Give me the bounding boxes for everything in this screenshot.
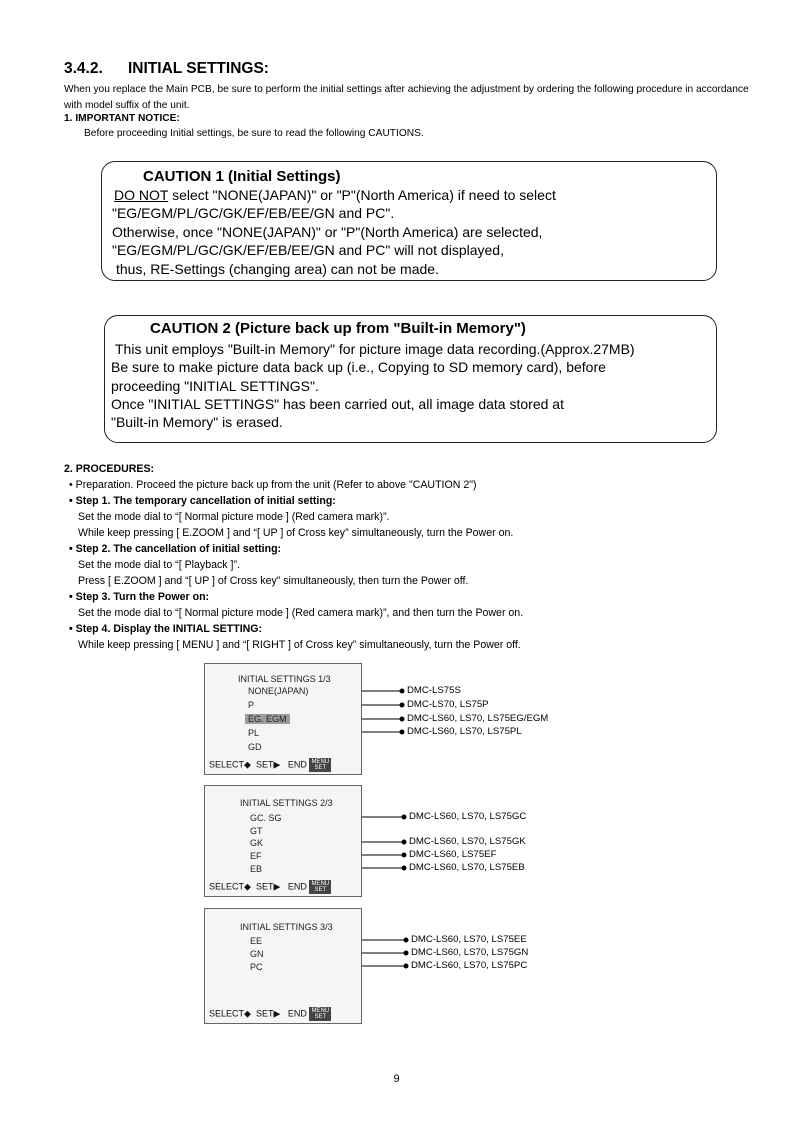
step-2-line-2: Press [ E.ZOOM ] and “[ UP ] of Cross key” simultaneously, then turn the Power off. xyxy=(78,575,469,587)
settings-screen-2 xyxy=(204,785,362,897)
model-label: DMC-LS60, LS70, LS75GK xyxy=(409,836,526,847)
connector-dot xyxy=(400,730,404,734)
model-label: DMC-LS60, LS70, LS75GN xyxy=(411,947,529,958)
model-label: DMC-LS60, LS70, LS75EB xyxy=(409,862,525,873)
connector-dot xyxy=(400,689,404,693)
screen-2-title: INITIAL SETTINGS 2/3 xyxy=(240,798,333,808)
caution-1-line-3: Otherwise, once "NONE(JAPAN)" or "P"(North America) are selected, xyxy=(112,224,543,240)
page-number: 9 xyxy=(393,1073,400,1085)
model-label: DMC-LS60, LS70, LS75GC xyxy=(409,811,527,822)
step-3-line-1: Set the mode dial to “[ Normal picture mode ] (Red camera mark)”, and then turn the Power on. xyxy=(78,607,524,619)
model-label: DMC-LS75S xyxy=(407,685,461,696)
connector-dot xyxy=(402,866,406,870)
option-none-japan: NONE(JAPAN) xyxy=(248,686,309,696)
option-pl: PL xyxy=(248,728,260,738)
menu-set-badge: MENU SET xyxy=(311,759,330,771)
settings-screen-1 xyxy=(204,663,362,775)
caution-1-line-5: thus, RE-Settings (changing area) can not be made. xyxy=(116,261,439,277)
option-pc: PC xyxy=(250,962,263,972)
step-4-line-1: While keep pressing [ MENU ] and “[ RIGHT ] of Cross key” simultaneously, turn the Power off. xyxy=(78,639,521,651)
screen-3-title: INITIAL SETTINGS 3/3 xyxy=(240,922,333,932)
option-eg-egm: EG. EGM xyxy=(245,714,290,724)
model-label: DMC-LS60, LS70, LS75EG/EGM xyxy=(407,713,549,724)
connector-dot xyxy=(404,938,408,942)
section-title: INITIAL SETTINGS: xyxy=(128,60,269,77)
connector-dot xyxy=(404,964,408,968)
step-4-heading: • Step 4. Display the INITIAL SETTING: xyxy=(69,623,263,635)
option-gk: GK xyxy=(250,838,264,848)
caution-2-line-5: "Built-in Memory" is erased. xyxy=(111,414,283,430)
notice-heading: 1. IMPORTANT NOTICE: xyxy=(64,113,180,124)
option-gc-sg: GC. SG xyxy=(250,813,282,823)
screen-2-footer: SELECT◆ SET▶ END MENU SET xyxy=(209,881,330,893)
option-gn: GN xyxy=(250,949,264,959)
step-2-heading: • Step 2. The cancellation of initial setting: xyxy=(69,543,282,555)
notice-text: Before proceeding Initial settings, be sure to read the following CAUTIONS. xyxy=(84,128,424,139)
model-label: DMC-LS60, LS70, LS75EE xyxy=(411,934,527,945)
caution-2-line-1: This unit employs "Built-in Memory" for picture image data recording.(Approx.27MB) xyxy=(115,341,635,357)
step-1-line-2: While keep pressing [ E.ZOOM ] and “[ UP ] of Cross key” simultaneously, turn the Power on. xyxy=(78,527,514,539)
procedures-heading: 2. PROCEDURES: xyxy=(64,463,155,475)
connector-dot xyxy=(402,815,406,819)
connector-dot xyxy=(400,703,404,707)
intro-text: When you replace the Main PCB, be sure to perform the initial settings after achieving the adjustment by ordering the following procedure in accordance with model suffix of the unit. xyxy=(64,84,749,111)
option-ee: EE xyxy=(250,936,263,946)
option-ef: EF xyxy=(250,851,262,861)
caution-2-line-3: proceeding "INITIAL SETTINGS". xyxy=(111,378,319,394)
screen-1-footer: SELECT◆ SET▶ END MENU SET xyxy=(209,759,330,771)
connector-dot xyxy=(402,840,406,844)
step-1-line-1: Set the mode dial to “[ Normal picture mode ] (Red camera mark)”. xyxy=(78,511,390,523)
procedure-prep: • Preparation. Proceed the picture back up from the unit (Refer to above "CAUTION 2") xyxy=(69,479,477,491)
model-label: DMC-LS60, LS75EF xyxy=(409,849,497,860)
section-number: 3.4.2. xyxy=(64,60,103,77)
connector-dot xyxy=(400,717,404,721)
caution-1-line-2: "EG/EGM/PL/GC/GK/EF/EB/EE/GN and PC". xyxy=(112,205,395,221)
screen-3-footer: SELECT◆ SET▶ END MENU SET xyxy=(209,1008,330,1020)
caution-1-do-not: DO NOT xyxy=(114,187,169,203)
caution-1-line-1: DO NOT select "NONE(JAPAN)" or "P"(North America) if need to select xyxy=(114,187,556,203)
screen-1-title: INITIAL SETTINGS 1/3 xyxy=(238,674,331,684)
step-1-heading: • Step 1. The temporary cancellation of initial setting: xyxy=(69,495,336,507)
caution-2-title: CAUTION 2 (Picture back up from "Built-in Memory") xyxy=(150,320,526,337)
caution-2-line-4: Once "INITIAL SETTINGS" has been carried out, all image data stored at xyxy=(111,396,564,412)
model-label: DMC-LS60, LS70, LS75PL xyxy=(407,726,522,737)
option-gd: GD xyxy=(248,742,262,752)
option-p: P xyxy=(248,700,255,710)
option-gt: GT xyxy=(250,826,263,836)
step-2-line-1: Set the mode dial to “[ Playback ]”. xyxy=(78,559,240,571)
caution-1-line-4: "EG/EGM/PL/GC/GK/EF/EB/EE/GN and PC" will not displayed, xyxy=(112,242,504,258)
menu-set-badge: MENU SET xyxy=(311,881,330,893)
menu-set-badge: MENU SET xyxy=(311,1008,330,1020)
caution-2-line-2: Be sure to make picture data back up (i.e., Copying to SD memory card), before xyxy=(111,359,606,375)
option-eb: EB xyxy=(250,864,263,874)
connector-dot xyxy=(402,853,406,857)
caution-1-title: CAUTION 1 (Initial Settings) xyxy=(143,168,341,185)
settings-screen-3 xyxy=(204,908,362,1024)
model-label: DMC-LS70, LS75P xyxy=(407,699,489,710)
step-3-heading: • Step 3. Turn the Power on: xyxy=(69,591,210,603)
connector-dot xyxy=(404,951,408,955)
model-label: DMC-LS60, LS70, LS75PC xyxy=(411,960,528,971)
